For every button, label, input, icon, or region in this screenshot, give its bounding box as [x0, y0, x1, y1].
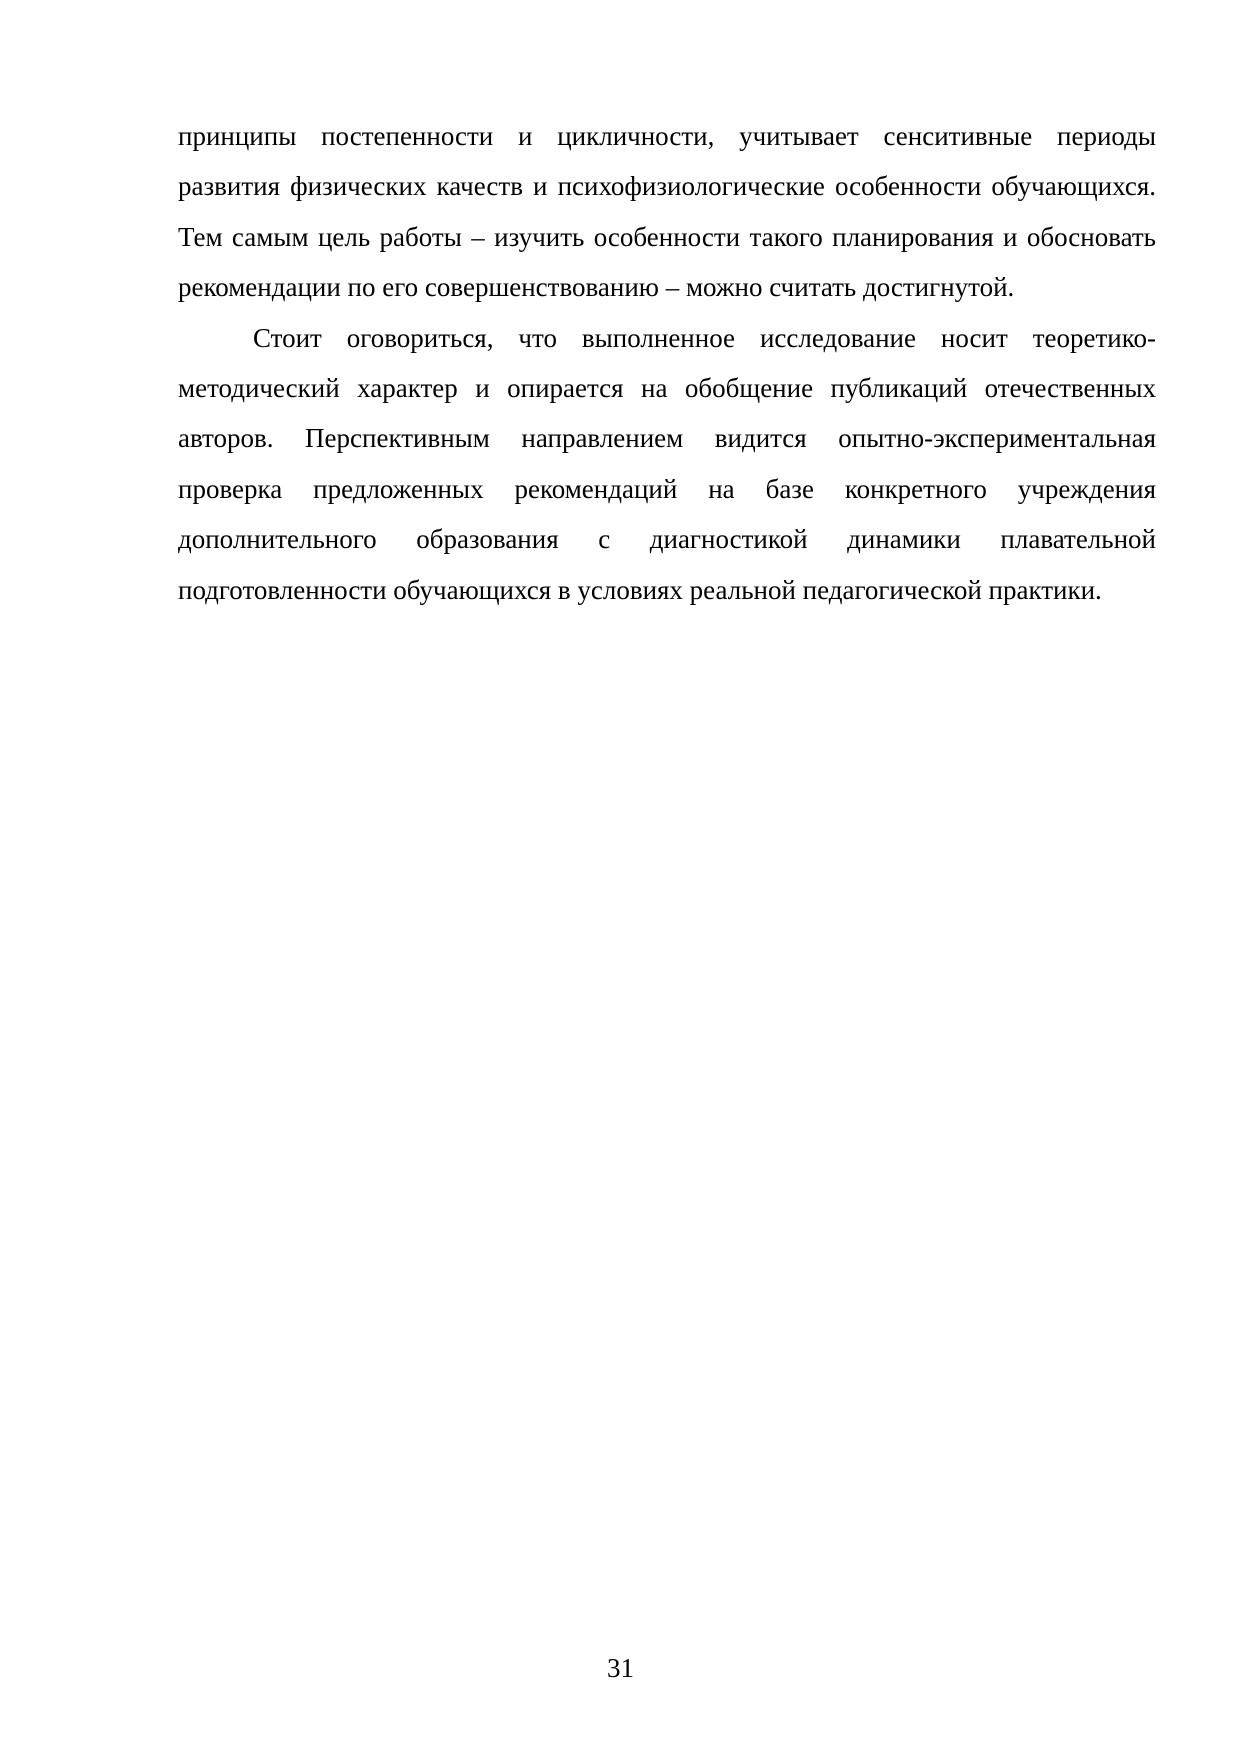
- page-number: 31: [607, 1653, 634, 1683]
- paragraph-conclusion-note: Стоит оговориться, что выполненное исследование носит теоретико-методический характер и опирается на обобщение публикаций отечественных авторов. Перспективным направлением видится опытно-экспериментальная проверка предложенных рекомендаций на базе конкретного учреждения дополнительного образования с диагностикой динамики плавательной подготовленности обучающихся в условиях реальной педагогической практики.: [178, 322, 1156, 605]
- body-text: [178, 111, 1156, 615]
- paragraph-continuation: принципы постепенности и цикличности, учитывает сенситивные периоды развития физических качеств и психофизиологические особенности обучающихся. Тем самым цель работы – изучить особенности такого планирования и обосновать рекомендации по его совершенствованию – можно считать достигнутой.: [178, 121, 1156, 303]
